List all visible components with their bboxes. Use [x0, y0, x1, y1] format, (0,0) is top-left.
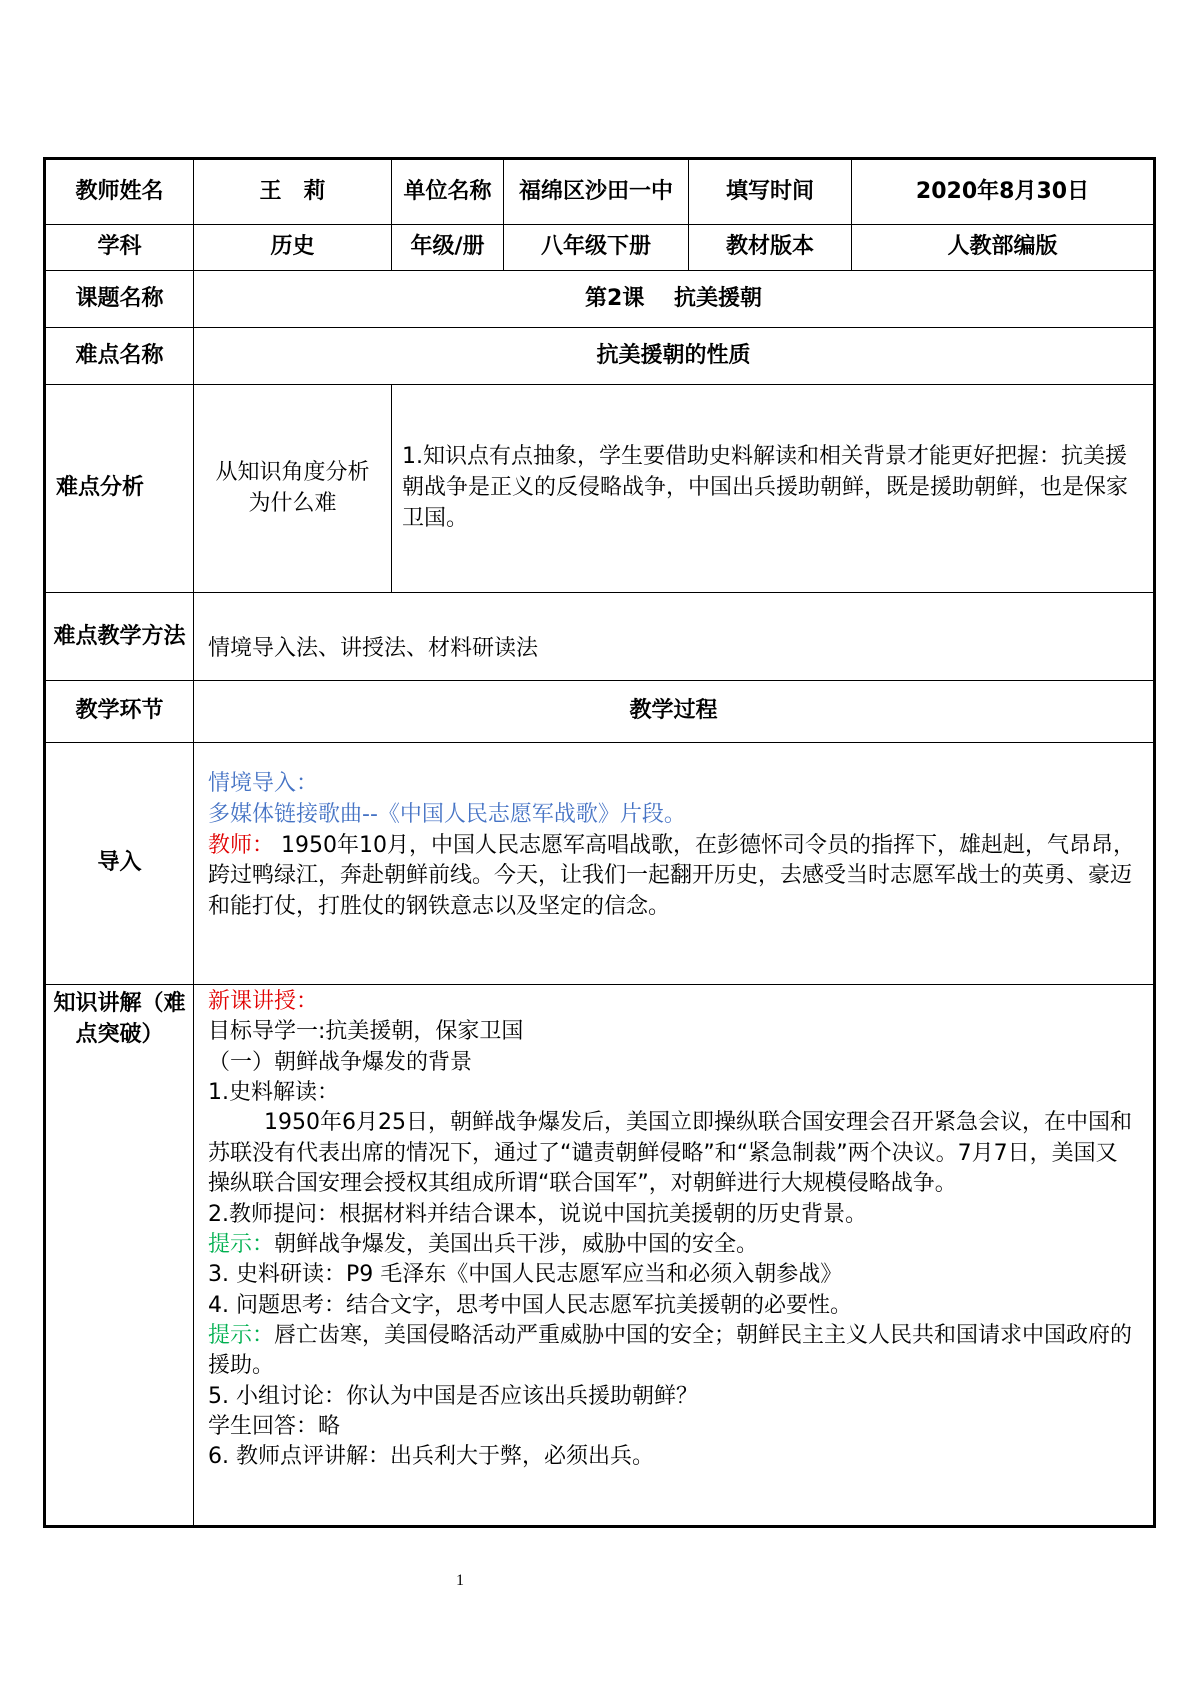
unit-value: 福绵区沙田一中 [504, 159, 689, 225]
header-row-1 [45, 159, 1155, 225]
grade-label: 年级/册 [392, 225, 504, 271]
intro-teacher-paragraph [208, 831, 1139, 923]
hint-text-1: 朝鲜战争爆发，美国出兵干涉，威胁中国的安全。 [274, 1231, 759, 1257]
date-value: 2020年8月30日 [852, 159, 1155, 225]
lesson-plan-table [43, 157, 1156, 1528]
analysis-sub-label: 从知识角度分析为什么难 [194, 385, 392, 593]
lesson-title-value: 第2课 抗美援朝 [194, 271, 1155, 328]
teacher-tag: 教师： [208, 832, 275, 858]
item-6: 6. 教师点评讲解：出兵利大于弊，必须出兵。 [208, 1444, 654, 1470]
analysis-text: 1.知识点有点抽象，学生要借助史料解读和相关背景才能更好把握：抗美援朝战争是正义的反侵略战争，中国出兵援助朝鲜，既是援助朝鲜，也是保家卫国。 [392, 385, 1155, 593]
intro-content [194, 743, 1155, 985]
grade-value: 八年级下册 [504, 225, 689, 271]
header-row-2 [45, 225, 1155, 271]
hint-tag-1: 提示： [208, 1231, 275, 1257]
hint-tag-2: 提示： [208, 1322, 275, 1348]
edition-value: 人教部编版 [852, 225, 1155, 271]
teacher-value: 王 莉 [194, 159, 392, 225]
intro-label: 导入 [45, 743, 194, 985]
difficulty-label: 难点名称 [45, 328, 194, 385]
teacher-text: 1950年10月，中国人民志愿军高唱战歌，在彭德怀司令员的指挥下，雄赳赳，气昂昂，跨过鸭绿江，奔赴朝鲜前线。今天，让我们一起翻开历史，去感受当时志愿军战士的英勇、豪迈和能打仗，打胜仗的钢铁意志以及坚定的信念。 [208, 832, 1135, 920]
knowledge-label: 知识讲解（难点突破） [45, 985, 194, 1527]
student-answer: 学生回答：略 [208, 1414, 341, 1440]
item-1: 1.史料解读： [208, 1080, 339, 1106]
source-text: 1950年6月25日，朝鲜战争爆发后，美国立即操纵联合国安理会召开紧急会议，在中国和苏联没有代表出席的情况下，通过了“谴责朝鲜侵略”和“紧急制裁”两个决议。7月7日，美国又操纵联合国安理会授权其组成所谓“联合国军”，对朝鲜进行大规模侵略战争。 [208, 1110, 1132, 1197]
analysis-row [45, 385, 1155, 593]
hint-1 [208, 1230, 1139, 1260]
item-2: 2.教师提问：根据材料并结合课本，说说中国抗美援朝的历史背景。 [208, 1201, 867, 1227]
process-value: 教学过程 [194, 681, 1155, 743]
hint-text-2: 唇亡齿寒，美国侵略活动严重威胁中国的安全；朝鲜民主主义人民共和国请求中国政府的援助。 [208, 1322, 1133, 1379]
lesson-title-row [45, 271, 1155, 328]
intro-row [45, 743, 1155, 985]
method-text: 情境导入法、讲授法、材料研读法 [194, 593, 1155, 681]
item-3: 3. 史料研读：P9 毛泽东《中国人民志愿军应当和必须入朝参战》 [208, 1262, 843, 1288]
new-lesson-tag: 新课讲授： [208, 989, 319, 1014]
unit-label: 单位名称 [392, 159, 504, 225]
teacher-label: 教师姓名 [45, 159, 194, 225]
subject-value: 历史 [194, 225, 392, 271]
difficulty-row [45, 328, 1155, 385]
lesson-title-label: 课题名称 [45, 271, 194, 328]
knowledge-row [45, 985, 1155, 1527]
intro-line-1: 情境导入： [208, 771, 319, 796]
knowledge-content [194, 985, 1155, 1527]
intro-line-2: 多媒体链接歌曲--《中国人民志愿军战歌》片段。 [208, 801, 686, 827]
difficulty-value: 抗美援朝的性质 [194, 328, 1155, 385]
goal-line: 目标导学一:抗美援朝，保家卫国 [208, 1019, 524, 1045]
page-number: 1 [456, 1572, 464, 1589]
hint-2 [208, 1321, 1139, 1382]
subject-label: 学科 [45, 225, 194, 271]
date-label: 填写时间 [689, 159, 852, 225]
item-4: 4. 问题思考：结合文字，思考中国人民志愿军抗美援朝的必要性。 [208, 1292, 852, 1318]
method-label: 难点教学方法 [45, 593, 194, 681]
section-line: （一）朝鲜战争爆发的背景 [208, 1049, 473, 1075]
process-label: 教学环节 [45, 681, 194, 743]
method-row [45, 593, 1155, 681]
item-5: 5. 小组讨论：你认为中国是否应该出兵援助朝鲜？ [208, 1383, 698, 1409]
edition-label: 教材版本 [689, 225, 852, 271]
process-row [45, 681, 1155, 743]
analysis-label: 难点分析 [45, 385, 194, 593]
